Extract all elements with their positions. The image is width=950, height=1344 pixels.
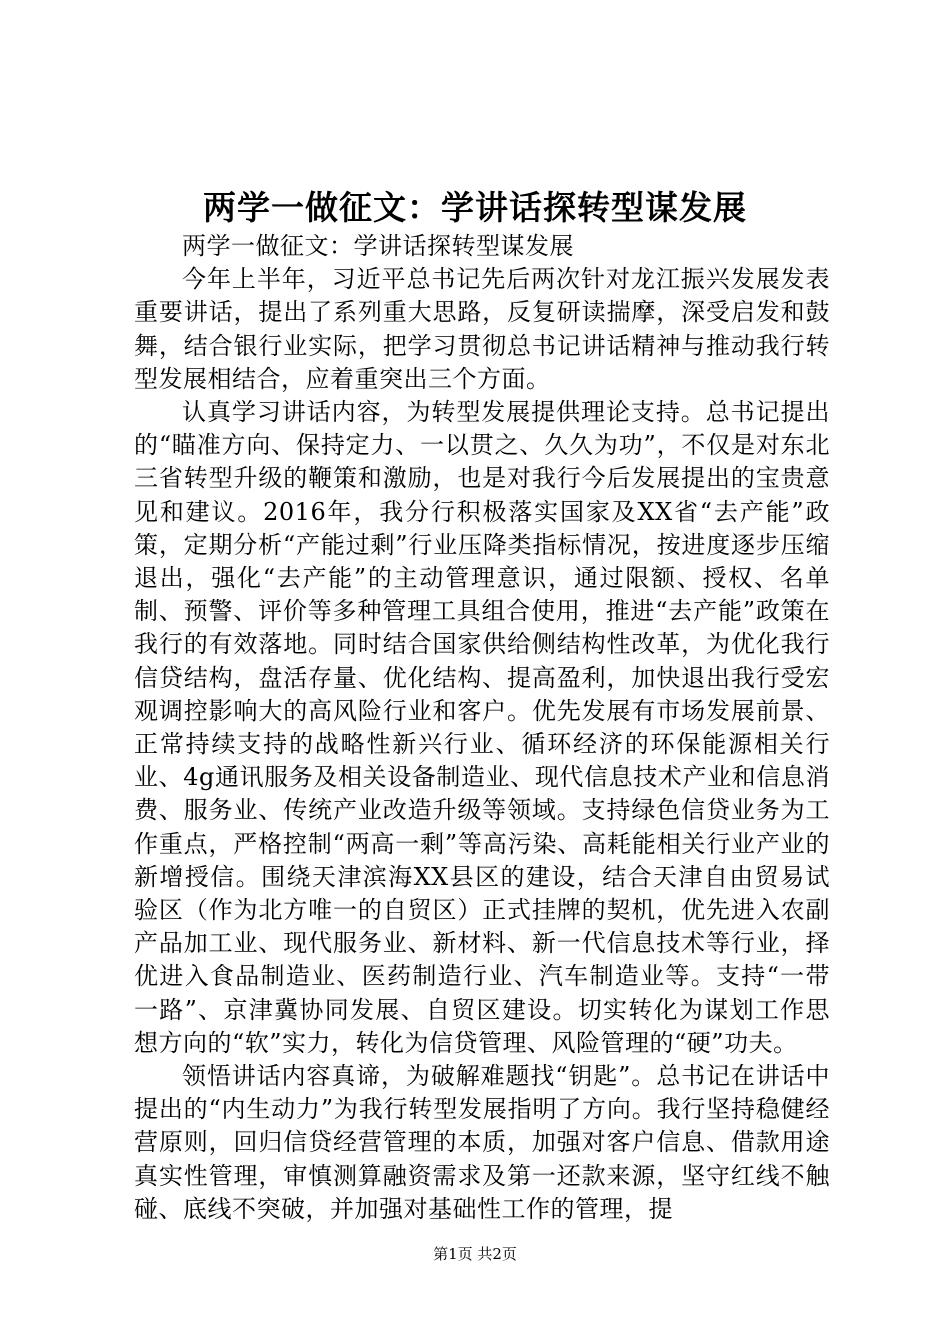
document-title: 两学一做征文：学讲话探转型谋发展 bbox=[203, 188, 747, 227]
page-footer: 第1页 共2页 bbox=[433, 1245, 517, 1263]
paragraph-study-content: 认真学习讲话内容，为转型发展提供理论支持。总书记提出的“瞄准方向、保持定力、一以贯之、久久为功”，不仅是对东北三省转型升级的鞭策和激励，也是对我行今后发展提出的宝贵意见和建议。2016年，我分行积极落实国家及XX省“去产能”政策，定期分析“产能过剩”行业压降类指标情况，按进度逐步压缩退出，强化“去产能”的主动管理意识，通过限额、授权、名单制、预警、评价等多种管理工具组合使用，推进“去产能”政策在我行的有效落地。同时结合国家供给侧结构性改革，为优化我行信贷结构，盘活存量、优化结构、提高盈利，加快退出我行受宏观调控影响大的高风险行业和客户。优先发展有市场发展前景、正常持续支持的战略性新兴行业、循环经济的环保能源相关行业、4g通讯服务及相关设备制造业、现代信息技术产业和信息消费、服务业、传统产业改造升级等领域。支持绿色信贷业务为工作重点，严格控制“两高一剩”等高污染、高耗能相关行业产业的新增授信。围绕天津滨海XX县区的建设，结合天津自由贸易试验区（作为北方唯一的自贸区）正式挂牌的契机，优先进入农副产品加工业、现代服务业、新材料、新一代信息技术等行业，择优进入食品制造业、医药制造行业、汽车制造业等。支持“一带一路”、京津冀协同发展、自贸区建设。切实转化为谋划工作思想方向的“软”实力，转化为信贷管理、风险管理的“硬”功夫。 bbox=[134, 398, 830, 1057]
paragraph-intro: 今年上半年，习近平总书记先后两次针对龙江振兴发展发表重要讲话，提出了系列重大思路，反复研读揣摩，深受启发和鼓舞，结合银行业实际，把学习贯彻总书记讲话精神与推动我行转型发展相结合，应着重突出三个方面。 bbox=[134, 265, 830, 393]
document-body bbox=[134, 230, 830, 1226]
paragraph-subtitle: 两学一做征文：学讲话探转型谋发展 bbox=[182, 232, 574, 260]
paragraph-understand-essence: 领悟讲话内容真谛，为破解难题找“钥匙”。总书记在讲话中提出的“内生动力”为我行转型发展指明了方向。我行坚持稳健经营原则，回归信贷经营管理的本质，加强对客户信息、借款用途真实性管理，审慎测算融资需求及第一还款来源，坚守红线不触碰、底线不突破，并加强对基础性工作的管理，提 bbox=[134, 1062, 830, 1223]
